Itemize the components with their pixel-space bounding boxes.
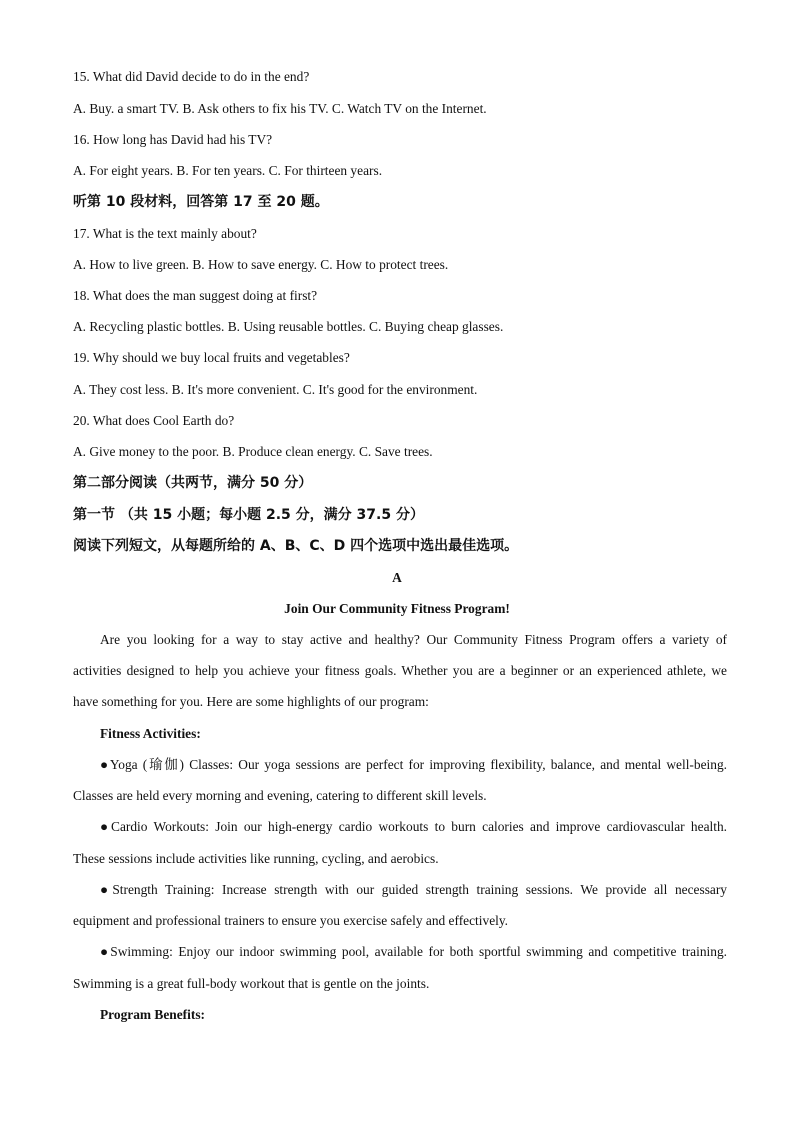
reading-part-title: 第二部分阅读（共两节，满分 50 分） (73, 475, 313, 491)
section-10-instruction: 听第 10 段材料，回答第 17 至 20 题。 (73, 194, 329, 210)
question-16: 16. How long has David had his TV? (73, 132, 273, 147)
yoga-line-1: ●Yoga (瑜伽) Classes: Our yoga sessions are perfect for improving flexibility, balance, and mental well-being. (100, 757, 727, 772)
question-18-options: A. Recycling plastic bottles. B. Using reusable bottles. C. Buying cheap glasses. (73, 319, 504, 334)
intro-line-2: activities designed to help you achieve your fitness goals. Whether you are a beginner or an experienced athlete, we (73, 663, 727, 678)
question-20-options: A. Give money to the poor. B. Produce clean energy. C. Save trees. (73, 444, 433, 459)
fitness-activities-heading: Fitness Activities: (100, 726, 201, 741)
question-17: 17. What is the text mainly about? (73, 226, 257, 241)
strength-line-1: ●Strength Training: Increase strength with our guided strength training sessions. We provide all necessary (100, 882, 727, 897)
question-18: 18. What does the man suggest doing at first? (73, 288, 318, 303)
reading-section-title: 第一节 （共 15 小题；每小题 2.5 分，满分 37.5 分） (73, 507, 424, 523)
question-20: 20. What does Cool Earth do? (73, 413, 235, 428)
yoga-line-2: Classes are held every morning and evening, catering to different skill levels. (73, 788, 487, 803)
cardio-line-1: ●Cardio Workouts: Join our high-energy cardio workouts to burn calories and improve cardiovascular health. (100, 819, 727, 834)
question-19-options: A. They cost less. B. It's more convenient. C. It's good for the environment. (73, 382, 478, 397)
passage-letter: A (392, 570, 402, 585)
question-17-options: A. How to live green. B. How to save energy. C. How to protect trees. (73, 257, 449, 272)
passage-title: Join Our Community Fitness Program! (284, 601, 510, 616)
swimming-line-1: ●Swimming: Enjoy our indoor swimming pool, available for both sportful swimming and competitive training. (100, 944, 727, 959)
reading-instruction: 阅读下列短文，从每题所给的 A、B、C、D 四个选项中选出最佳选项。 (73, 538, 519, 554)
intro-line-1: Are you looking for a way to stay active and healthy? Our Community Fitness Program offers a variety of (100, 632, 727, 647)
intro-line-3: have something for you. Here are some highlights of our program: (73, 694, 429, 709)
swimming-line-2: Swimming is a great full-body workout that is gentle on the joints. (73, 976, 430, 991)
question-15-options: A. Buy. a smart TV. B. Ask others to fix his TV. C. Watch TV on the Internet. (73, 101, 487, 116)
question-15: 15. What did David decide to do in the end? (73, 69, 310, 84)
program-benefits-heading: Program Benefits: (100, 1007, 205, 1022)
cardio-line-2: These sessions include activities like running, cycling, and aerobics. (73, 851, 439, 866)
question-19: 19. Why should we buy local fruits and vegetables? (73, 350, 350, 365)
question-16-options: A. For eight years. B. For ten years. C. For thirteen years. (73, 163, 383, 178)
strength-line-2: equipment and professional trainers to ensure you exercise safely and effectively. (73, 913, 509, 928)
